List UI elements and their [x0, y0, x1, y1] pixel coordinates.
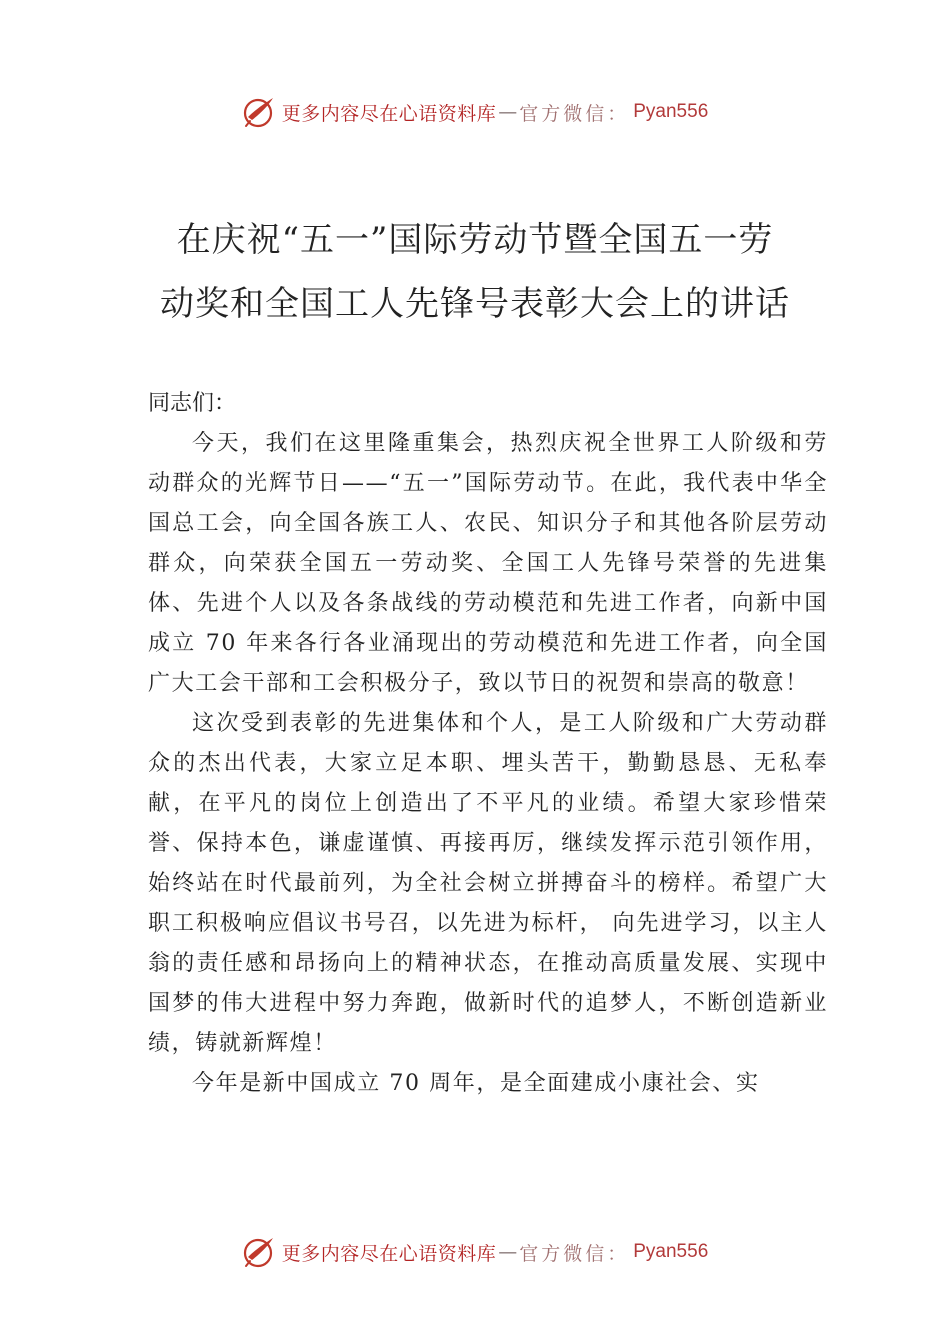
document-body [148, 424, 828, 1104]
header-wechat-label: 官方微信： [519, 102, 630, 125]
footer-separator: — [498, 1241, 518, 1263]
header-banner [0, 92, 950, 132]
quill-logo-icon [242, 1235, 276, 1269]
header-separator: — [498, 101, 518, 123]
paragraph-2: 这次受到表彰的先进集体和个人，是工人阶级和广大劳动群众的杰出代表，大家立足本职、埋头苦干，勤勤恳恳、无私奉献，在平凡的岗位上创造出了不平凡的业绩。希望大家珍惜荣誉、保持本色，谦虚谨慎、再接再厉，继续发挥示范引领作用，始终站在时代最前列，为全社会树立拼搏奋斗的榜样。希望广大职工积极响应倡议书号召，以先进为标杆， 向先进学习，以主人翁的责任感和昂扬向上的精神状态，在推动高质量发展、实现中国梦的伟大进程中努力奔跑，做新时代的追梦人，不断创造新业绩，铸就新辉煌！ [148, 711, 828, 1056]
footer-wechat-label: 官方微信： [519, 1242, 630, 1265]
title-line-1: 在庆祝“五一”国际劳动节暨全国五一劳 [176, 220, 774, 260]
footer-site-text: 更多内容尽在心语资料库 [281, 1242, 497, 1265]
header-site-text: 更多内容尽在心语资料库 [281, 102, 497, 125]
document-title [120, 208, 830, 336]
title-line-2: 动奖和全国工人先锋号表彰大会上的讲话 [160, 284, 790, 324]
footer-wechat-id: Pyan556 [633, 1241, 709, 1262]
paragraph-1: 今天，我们在这里隆重集会，热烈庆祝全世界工人阶级和劳动群众的光辉节日——“五一”国际劳动节。在此，我代表中华全国总工会，向全国各族工人、农民、知识分子和其他各阶层劳动群众，向荣获全国五一劳动奖、全国工人先锋号荣誉的先进集体、先进个人以及各条战线的劳动模范和先进工作者，向新中国成立 70 年来各行各业涌现出的劳动模范和先进工作者，向全国广大工会干部和工会积极分子，致以节日的祝贺和崇高的敬意！ [148, 431, 828, 696]
footer-banner [0, 1232, 950, 1272]
quill-logo-icon [242, 95, 276, 129]
greeting: 同志们： [148, 391, 237, 416]
header-wechat-id: Pyan556 [633, 101, 709, 122]
paragraph-3: 今年是新中国成立 70 周年，是全面建成小康社会、实 [192, 1071, 760, 1096]
